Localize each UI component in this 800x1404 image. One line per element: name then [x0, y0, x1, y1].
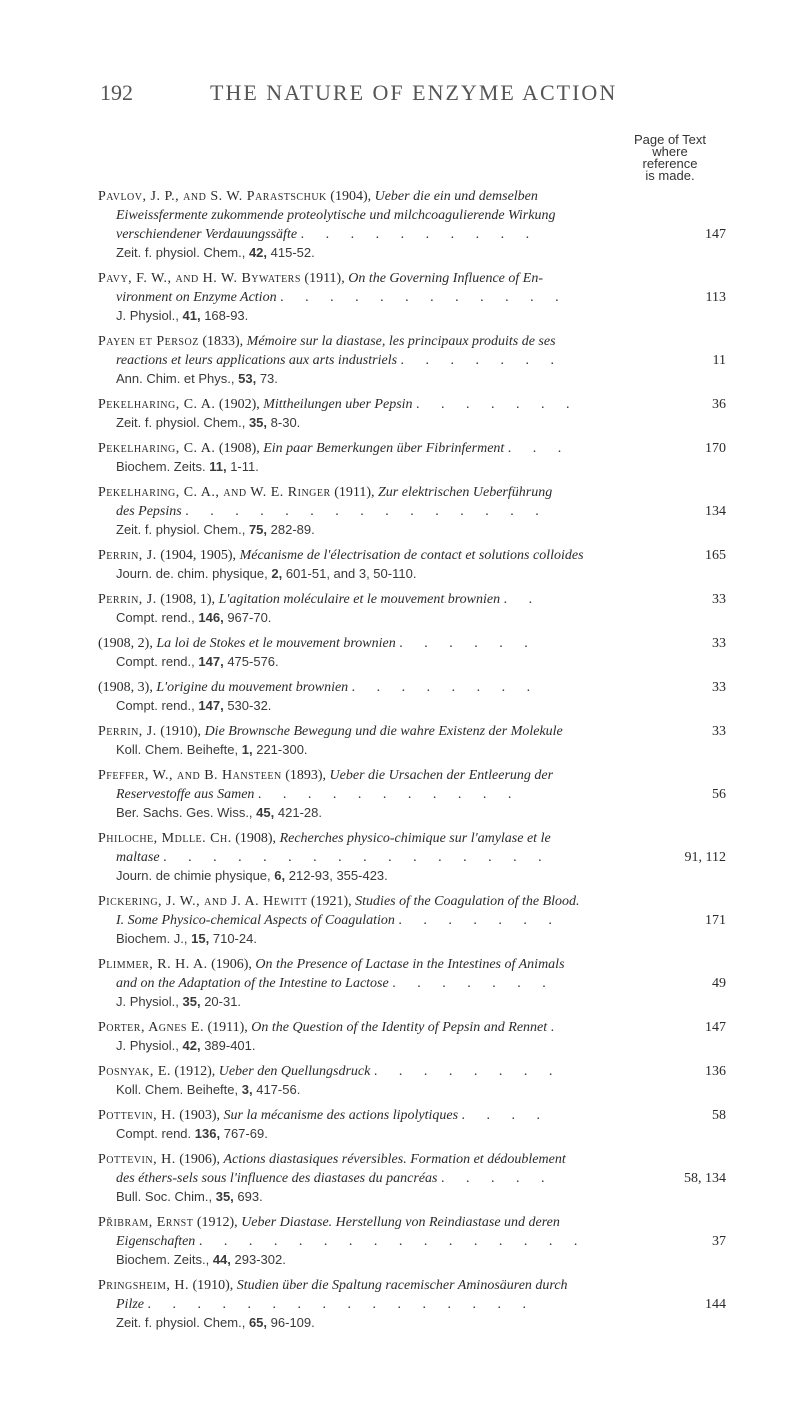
journal-volume: 65, — [248, 1315, 268, 1330]
reference-line — [98, 439, 726, 458]
journal-name: Journ. de. chim. physique, — [116, 566, 268, 581]
journal-citation — [116, 370, 726, 388]
journal-pages: 421-28. — [277, 805, 322, 820]
reference-author: Pringsheim, H. — [98, 1278, 189, 1293]
reference-author: Perrin, J. — [98, 592, 157, 607]
reference-title: Ein paar Bemerkungen über Fibrinferment — [263, 441, 505, 456]
journal-volume: 45, — [256, 805, 275, 820]
reference-year: (1912), — [174, 1064, 216, 1079]
leader-dots: . . . . . . . — [416, 397, 579, 412]
journal-citation — [116, 1125, 726, 1143]
page-reference: 165 — [705, 548, 726, 563]
reference-year: (1908, 3), — [98, 680, 153, 695]
reference-year: (1833), — [202, 334, 244, 349]
page-reference: 58, 134 — [684, 1171, 726, 1186]
page-reference: 33 — [712, 592, 726, 607]
leader-dots: . . . . . . . . . . . . . . . . — [198, 1234, 587, 1249]
reference-title: Ueber Diastase. Herstellung von Reindiastase und deren — [241, 1215, 560, 1230]
journal-name: J. Physiol., — [116, 994, 179, 1009]
journal-name: Biochem. Zeits. — [116, 459, 206, 474]
journal-pages: 601-51, and 3, 50-110. — [285, 566, 417, 581]
reference-title: des éthers-sels sous l'influence des diastases du pancréas — [116, 1171, 438, 1186]
journal-volume: 146, — [198, 610, 224, 625]
page-reference: 144 — [705, 1297, 726, 1312]
journal-name: J. Physiol., — [116, 308, 179, 323]
journal-volume: 3, — [241, 1082, 253, 1097]
reference-entry — [98, 1062, 726, 1099]
leader-dots: . . — [503, 592, 542, 607]
column-note-line: is made. — [645, 168, 695, 183]
journal-pages: 967-70. — [227, 610, 272, 625]
reference-year: (1911), — [304, 271, 345, 286]
journal-name: Bull. Soc. Chim., — [116, 1189, 213, 1204]
column-note — [620, 134, 720, 182]
reference-title: Recherches physico-chimique sur l'amylase et le — [279, 831, 551, 846]
reference-author: Pickering, J. W., and J. A. Hewitt — [98, 894, 308, 909]
reference-line — [98, 1106, 726, 1125]
reference-year: (1921), — [310, 894, 352, 909]
page-reference: 113 — [705, 290, 726, 305]
reference-year: (1908, 2), — [98, 636, 153, 651]
leader-dots: . . . . . . . . . . . . — [280, 290, 568, 305]
reference-entry — [98, 590, 726, 627]
journal-volume: 11, — [209, 459, 227, 474]
journal-name: Compt. rend., — [116, 698, 195, 713]
journal-pages: 415-52. — [270, 245, 315, 260]
journal-citation — [116, 521, 726, 539]
journal-citation — [116, 804, 726, 822]
reference-title: Eigenschaften — [116, 1234, 196, 1249]
journal-pages: 20-31. — [204, 994, 242, 1009]
reference-title: On the Presence of Lactase in the Intestines of Animals — [255, 957, 565, 972]
reference-title: I. Some Physico-chemical Aspects of Coagulation — [116, 913, 395, 928]
reference-year: (1904), — [330, 189, 372, 204]
reference-line — [98, 1213, 726, 1232]
reference-author: Perrin, J. — [98, 548, 157, 563]
page-reference: 58 — [712, 1108, 726, 1123]
journal-volume: 15, — [191, 931, 210, 946]
reference-year: (1908), — [235, 831, 277, 846]
reference-year: (1908), — [218, 441, 260, 456]
reference-year: (1912), — [196, 1215, 238, 1230]
column-note-line: where — [652, 144, 688, 159]
journal-name: Ber. Sachs. Ges. Wiss., — [116, 805, 253, 820]
reference-title: On the Question of the Identity of Pepsin and Rennet — [251, 1020, 548, 1035]
reference-title: Zur elektrischen Ueberführung — [378, 485, 553, 500]
reference-title: Actions diastasiques réversibles. Formation et dédoublement — [223, 1152, 566, 1167]
reference-line — [116, 974, 726, 993]
reference-title: Ueber den Quellungsdruck — [218, 1064, 371, 1079]
reference-author: Pfeffer, W., and B. Hansteen — [98, 768, 282, 783]
reference-entry — [98, 634, 726, 671]
reference-line — [98, 892, 726, 911]
reference-entry — [98, 483, 726, 539]
reference-title: verschiendener Verdauungssäfte — [116, 227, 298, 242]
reference-line — [98, 332, 726, 351]
journal-volume: 35, — [215, 1189, 234, 1204]
leader-dots: . . . . . . . . — [373, 1064, 562, 1079]
reference-author: Pekelharing, C. A., and W. E. Ringer — [98, 485, 331, 500]
reference-line — [116, 225, 726, 244]
reference-year: (1893), — [285, 768, 327, 783]
journal-volume: 44, — [212, 1252, 231, 1267]
journal-pages: 293-302. — [234, 1252, 286, 1267]
reference-author: Pekelharing, C. A. — [98, 441, 216, 456]
reference-title: and on the Adaptation of the Intestine to Lactose — [116, 976, 389, 991]
reference-line — [116, 206, 726, 225]
reference-title: reactions et leurs applications aux arts industriels — [116, 353, 398, 368]
journal-name: Zeit. f. physiol. Chem., — [116, 1315, 246, 1330]
journal-volume: 41, — [182, 308, 201, 323]
page-number: 192 — [100, 80, 133, 105]
reference-author: Porter, Agnes E. — [98, 1020, 204, 1035]
page-reference: 49 — [712, 976, 726, 991]
reference-entry — [98, 332, 726, 388]
journal-volume: 42, — [182, 1038, 201, 1053]
reference-year: (1908, 1), — [160, 592, 216, 607]
leader-dots: . . . . . . . . . . — [300, 227, 539, 242]
reference-title: Ueber die ein und demselben — [374, 189, 538, 204]
reference-year: (1906), — [179, 1152, 221, 1167]
reference-year: (1902), — [218, 397, 260, 412]
leader-dots: . . . . . — [440, 1171, 554, 1186]
reference-author: Pavlov, J. P., and S. W. Parastschuk — [98, 189, 327, 204]
reference-entry — [98, 395, 726, 432]
leader-dots: . . . . . . . . . . . . . . . . — [163, 850, 551, 865]
reference-year: (1910), — [160, 724, 202, 739]
journal-citation — [116, 458, 726, 476]
page-reference: 147 — [705, 1020, 726, 1035]
journal-name: Zeit. f. physiol. Chem., — [116, 415, 246, 430]
reference-line — [116, 1232, 726, 1251]
reference-year: (1911), — [207, 1020, 248, 1035]
journal-pages: 417-56. — [256, 1082, 301, 1097]
reference-entry — [98, 892, 726, 948]
reference-line — [116, 351, 726, 370]
reference-author: Pottevin, H. — [98, 1152, 176, 1167]
journal-citation — [116, 565, 726, 583]
page-reference: 134 — [705, 504, 726, 519]
reference-title: Eiweissfermente zukommende proteolytische und milchcoagulierende Wirkung — [116, 208, 556, 223]
leader-dots: . . . . — [461, 1108, 550, 1123]
journal-pages: 168-93. — [204, 308, 249, 323]
reference-author: Přibram, Ernst — [98, 1215, 194, 1230]
journal-volume: 147, — [198, 654, 224, 669]
reference-line — [98, 187, 726, 206]
journal-name: Zeit. f. physiol. Chem., — [116, 522, 246, 537]
journal-volume: 75, — [248, 522, 268, 537]
reference-entry — [98, 678, 726, 715]
journal-pages: 1-11. — [230, 459, 259, 474]
journal-name: Biochem. J., — [116, 931, 188, 946]
journal-citation — [116, 307, 726, 325]
page-reference: 171 — [705, 913, 726, 928]
leader-dots: . . . . . . — [399, 636, 537, 651]
reference-title: L'agitation moléculaire et le mouvement brownien — [218, 592, 501, 607]
journal-citation — [116, 244, 726, 262]
reference-line — [98, 634, 726, 653]
reference-title: Reservestoffe aus Samen — [116, 787, 255, 802]
reference-title: Studies of the Coagulation of the Blood. — [355, 894, 580, 909]
reference-line — [116, 1169, 726, 1188]
reference-author: Perrin, J. — [98, 724, 157, 739]
page-reference: 170 — [705, 441, 726, 456]
reference-year: (1903), — [179, 1108, 221, 1123]
journal-name: Journ. de chimie physique, — [116, 868, 271, 883]
reference-title: Die Brownsche Bewegung und die wahre Existenz der Molekule — [204, 724, 563, 739]
reference-entry — [98, 829, 726, 885]
reference-line — [98, 546, 726, 565]
reference-line — [98, 722, 726, 741]
journal-volume: 6, — [274, 868, 286, 883]
reference-line — [116, 1295, 726, 1314]
journal-volume: 136, — [194, 1126, 221, 1141]
leader-dots: . . . . . . . . — [351, 680, 540, 695]
journal-pages: 73. — [259, 371, 278, 386]
journal-pages: 282-89. — [270, 522, 315, 537]
page-reference: 91, 112 — [684, 850, 726, 865]
reference-entry — [98, 546, 726, 583]
reference-title: Studien über die Spaltung racemischer Aminosäuren durch — [236, 1278, 568, 1293]
page-reference: 36 — [712, 397, 726, 412]
journal-name: Ann. Chim. et Phys., — [116, 371, 235, 386]
reference-line — [98, 590, 726, 609]
reference-title: L'origine du mouvement brownien — [156, 680, 349, 695]
column-note-line: Page of Text — [633, 132, 707, 147]
reference-line — [98, 829, 726, 848]
reference-entry — [98, 269, 726, 325]
journal-citation — [116, 867, 726, 885]
journal-pages: 389-401. — [204, 1038, 256, 1053]
reference-entry — [98, 1150, 726, 1206]
reference-author: Philoche, Mdlle. Ch. — [98, 831, 232, 846]
journal-volume: 35, — [248, 415, 268, 430]
journal-name: Compt. rend., — [116, 610, 195, 625]
reference-title: Pilze — [116, 1297, 144, 1312]
journal-name: Biochem. Zeits., — [116, 1252, 210, 1267]
journal-volume: 53, — [238, 371, 257, 386]
reference-entry — [98, 955, 726, 1011]
journal-name: Zeit. f. physiol. Chem., — [116, 245, 246, 260]
journal-citation — [116, 930, 726, 948]
reference-line — [116, 502, 726, 521]
journal-name: Koll. Chem. Beihefte, — [116, 742, 239, 757]
page-reference: 33 — [712, 724, 726, 739]
leader-dots: . . . . . . . . . . . . . . . — [185, 504, 548, 519]
reference-line — [116, 848, 726, 867]
reference-year: (1906), — [211, 957, 252, 972]
journal-citation — [116, 1188, 726, 1206]
journal-pages: 475-576. — [227, 654, 279, 669]
leader-dots: . . . . . . . — [398, 913, 561, 928]
journal-pages: 530-32. — [227, 698, 272, 713]
reference-year: (1910), — [192, 1278, 234, 1293]
reference-title: Mémoire sur la diastase, les principaux produits de ses — [246, 334, 556, 349]
running-title: THE NATURE OF ENZYME ACTION — [210, 80, 618, 105]
journal-citation — [116, 609, 726, 627]
page-header — [100, 80, 720, 106]
journal-name: J. Physiol., — [116, 1038, 179, 1053]
journal-pages: 710-24. — [212, 931, 257, 946]
journal-volume: 2, — [271, 566, 283, 581]
reference-title: Mécanisme de l'électrisation de contact et solutions colloides — [239, 548, 584, 563]
journal-pages: 212-93, 355-423. — [288, 868, 388, 883]
journal-name: Koll. Chem. Beihefte, — [116, 1082, 239, 1097]
reference-line — [98, 395, 726, 414]
journal-citation — [116, 697, 726, 715]
reference-author: Posnyak, E. — [98, 1064, 171, 1079]
reference-author: Plimmer, R. H. A. — [98, 957, 208, 972]
leader-dots: . . . — [507, 441, 571, 456]
leader-dots: . . . . . . . — [392, 976, 555, 991]
column-note-line: reference — [642, 156, 698, 171]
reference-line — [98, 1062, 726, 1081]
journal-volume: 147, — [198, 698, 224, 713]
reference-entry — [98, 1018, 726, 1055]
journal-pages: 767-69. — [223, 1126, 268, 1141]
reference-title: On the Governing Influence of En- — [348, 271, 543, 286]
page-reference: 37 — [712, 1234, 726, 1249]
reference-line — [98, 955, 726, 974]
page-reference: 147 — [705, 227, 726, 242]
reference-line — [98, 766, 726, 785]
page-reference: 33 — [712, 636, 726, 651]
reference-line — [98, 269, 726, 288]
reference-title: Mittheilungen uber Pepsin — [263, 397, 413, 412]
journal-name: Compt. rend. — [116, 1126, 192, 1141]
reference-entry — [98, 722, 726, 759]
journal-pages: 8-30. — [270, 415, 301, 430]
reference-line — [116, 288, 726, 307]
reference-year: (1911), — [334, 485, 375, 500]
journal-volume: 35, — [182, 994, 201, 1009]
reference-entry — [98, 187, 726, 262]
reference-entry — [98, 1276, 726, 1332]
leader-dots: . . . . . . . . . . . . . . . . — [147, 1297, 535, 1312]
reference-author: Pekelharing, C. A. — [98, 397, 216, 412]
journal-citation — [116, 1037, 726, 1055]
reference-line — [98, 678, 726, 697]
journal-citation — [116, 414, 726, 432]
reference-title: Ueber die Ursachen der Entleerung der — [329, 768, 554, 783]
page-reference: 33 — [712, 680, 726, 695]
reference-line — [98, 1018, 726, 1037]
journal-pages: 221-300. — [256, 742, 308, 757]
leader-dots: . . . . . . . . . . . — [257, 787, 521, 802]
journal-name: Compt. rend., — [116, 654, 195, 669]
reference-entry — [98, 1213, 726, 1269]
reference-entry — [98, 439, 726, 476]
journal-pages: 96-109. — [270, 1315, 315, 1330]
journal-citation — [116, 993, 726, 1011]
reference-author: Payen et Persoz — [98, 334, 199, 349]
reference-title: La loi de Stokes et le mouvement brownien — [156, 636, 396, 651]
reference-line — [116, 911, 726, 930]
journal-citation — [116, 1251, 726, 1269]
reference-line — [98, 1276, 726, 1295]
journal-volume: 1, — [241, 742, 253, 757]
reference-list — [98, 187, 726, 1339]
reference-author: Pavy, F. W., and H. W. Bywaters — [98, 271, 301, 286]
leader-dots: . . . . . . . — [400, 353, 564, 368]
journal-citation — [116, 1081, 726, 1099]
leader-dots: . — [550, 1020, 564, 1035]
reference-year: (1904, 1905), — [160, 548, 237, 563]
reference-line — [98, 483, 726, 502]
journal-citation — [116, 653, 726, 671]
reference-title: maltase — [116, 850, 160, 865]
journal-pages: 693. — [237, 1189, 263, 1204]
page-reference: 11 — [712, 353, 726, 368]
reference-entry — [98, 1106, 726, 1143]
reference-title: vironment on Enzyme Action — [116, 290, 277, 305]
reference-title: Sur la mécanisme des actions lipolytiques — [223, 1108, 459, 1123]
journal-citation — [116, 1314, 726, 1332]
page-reference: 136 — [705, 1064, 726, 1079]
journal-citation — [116, 741, 726, 759]
reference-title: des Pepsins — [116, 504, 182, 519]
reference-author: Pottevin, H. — [98, 1108, 176, 1123]
reference-line — [98, 1150, 726, 1169]
journal-volume: 42, — [248, 245, 268, 260]
reference-entry — [98, 766, 726, 822]
reference-line — [116, 785, 726, 804]
page-reference: 56 — [712, 787, 726, 802]
